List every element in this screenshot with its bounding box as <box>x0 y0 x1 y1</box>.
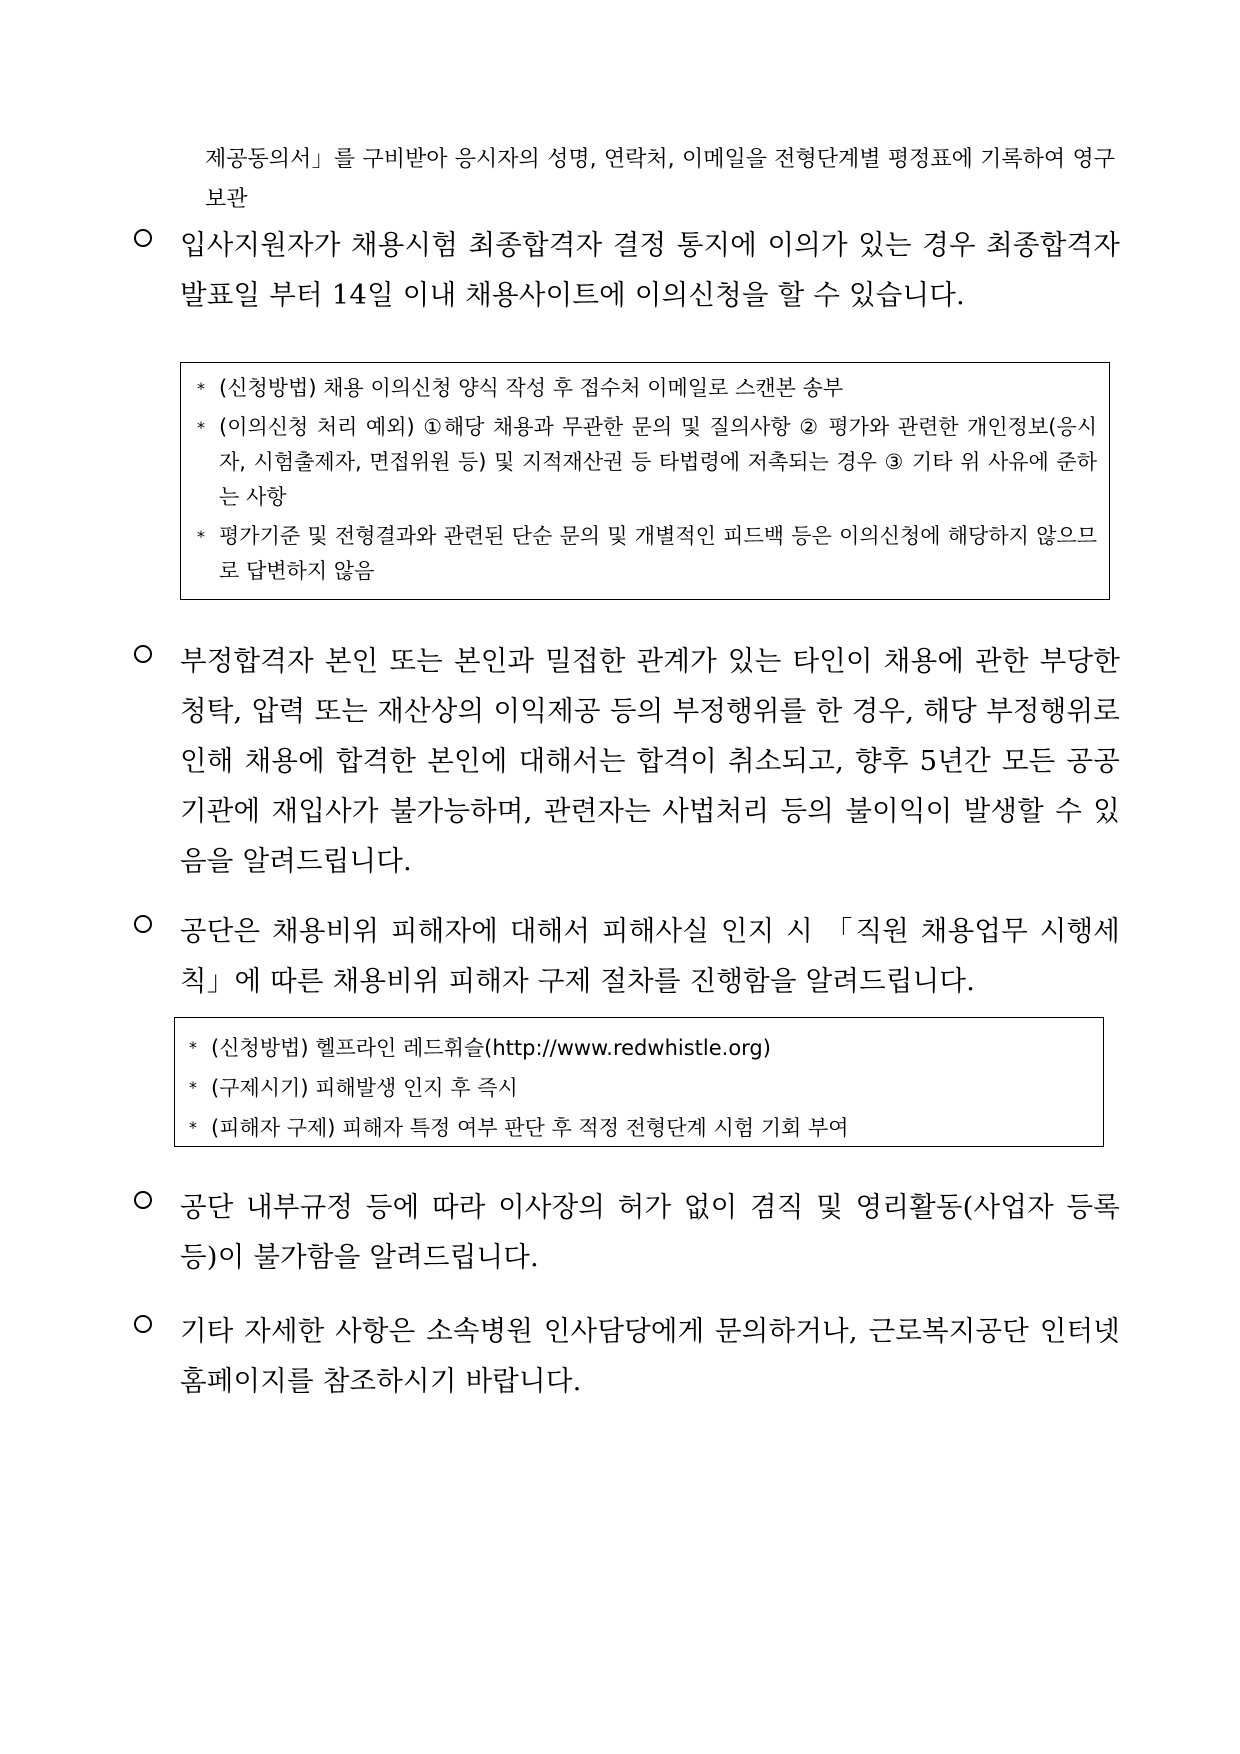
star-icon: * <box>189 1078 197 1097</box>
item-text: 공단은 채용비위 피해자에 대해서 피해사실 인지 시 「직원 채용업무 시행세칙」에 따른 채용비위 피해자 구제 절차를 진행함을 알려드립니다. <box>180 915 1120 997</box>
note-item: * (구제시기) 피해발생 인지 후 즉시 <box>183 1068 1091 1108</box>
continued-paragraph: 제공동의서」를 구비받아 응시자의 성명, 연락처, 이메일을 전형단계별 평정표에 기록하여 영구 보관 <box>205 147 1115 212</box>
list-item <box>134 906 1120 1006</box>
star-icon: * <box>197 418 205 437</box>
item-text: 기타 자세한 사항은 소속병원 인사담당에게 문의하거나, 근로복지공단 인터넷 홈페이지를 참조하시기 바랍니다. <box>180 1315 1120 1397</box>
circle-bullet-icon <box>134 915 152 933</box>
star-icon: * <box>197 527 205 546</box>
note-item: * (신청방법) 채용 이의신청 양식 작성 후 접수처 이메일로 스캔본 송부 <box>191 371 1097 406</box>
star-icon: * <box>197 379 205 398</box>
list-item <box>134 1182 1120 1282</box>
list-item <box>134 220 1120 320</box>
note-box <box>174 1017 1104 1147</box>
circle-bullet-icon <box>134 1191 152 1209</box>
list-item <box>134 636 1120 886</box>
circle-bullet-icon <box>134 1315 152 1333</box>
item-text: 공단 내부규정 등에 따라 이사장의 허가 없이 겸직 및 영리활동(사업자 등록 등)이 불가함을 알려드립니다. <box>180 1191 1120 1273</box>
list-item <box>134 1306 1120 1406</box>
note-box <box>180 362 1110 600</box>
item-text: 입사지원자가 채용시험 최종합격자 결정 통지에 이의가 있는 경우 최종합격자 발표일 부터 14일 이내 채용사이트에 이의신청을 할 수 있습니다. <box>180 229 1120 311</box>
circle-bullet-icon <box>134 229 152 247</box>
circle-bullet-icon <box>134 645 152 663</box>
star-icon: * <box>189 1118 197 1137</box>
star-icon: * <box>189 1038 197 1057</box>
note-item: * (피해자 구제) 피해자 특정 여부 판단 후 적정 전형단계 시험 기회 부여 <box>183 1108 1091 1148</box>
item-text: 부정합격자 본인 또는 본인과 밀접한 관계가 있는 타인이 채용에 관한 부당한 청탁, 압력 또는 재산상의 이익제공 등의 부정행위를 한 경우, 해당 부정행위로 인해 채용에 합격한 본인에 대해서는 합격이 취소되고, 향후 5년간 모든 공공기관에 재입사가 불가능하며, 관련자는 사법처리 등의 불이익이 발생할 수 있음을 알려드립니다. <box>180 645 1120 877</box>
note-item: * (신청방법) 헬프라인 레드휘슬(http://www.redwhistle.org) <box>183 1028 1091 1068</box>
note-item: * 평가기준 및 전형결과와 관련된 단순 문의 및 개별적인 피드백 등은 이의신청에 해당하지 않으므로 답변하지 않음 <box>191 519 1097 589</box>
note-item: * (이의신청 처리 예외) ①해당 채용과 무관한 문의 및 질의사항 ② 평가와 관련한 개인정보(응시자, 시험출제자, 면접위원 등) 및 지적재산권 등 타법령에 저촉되는 경우 ③ 기타 위 사유에 준하는 사항 <box>191 410 1097 515</box>
